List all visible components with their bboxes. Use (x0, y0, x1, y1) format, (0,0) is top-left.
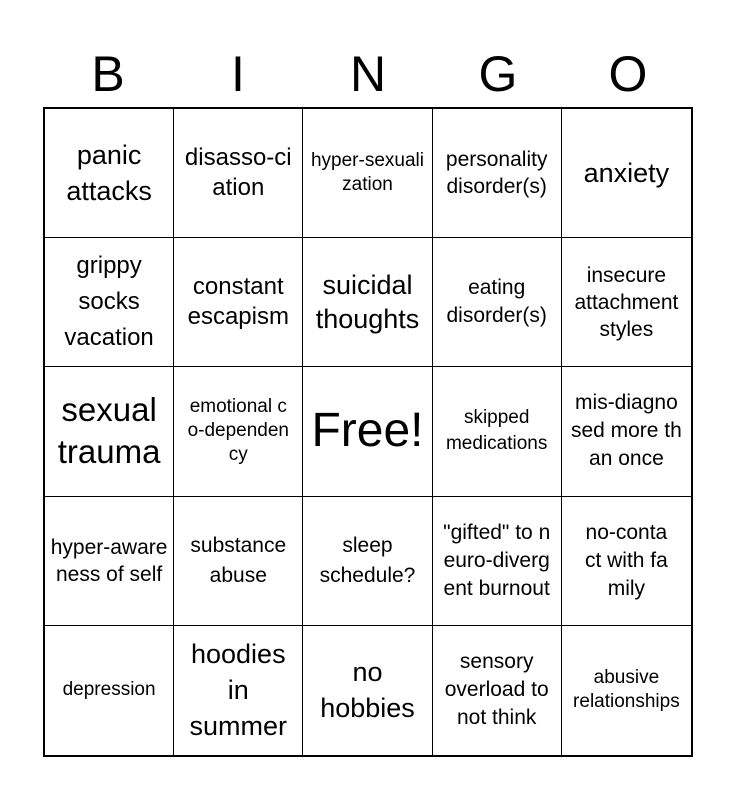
bingo-cell[interactable] (433, 497, 562, 626)
header-letter-b: B (91, 46, 125, 102)
bingo-board (43, 107, 693, 757)
bingo-cell[interactable] (433, 109, 562, 238)
cell-label: substance abuse (190, 533, 287, 587)
cell-label: sensory overload to not think (444, 650, 549, 730)
cell-label: personality disorder(s) (445, 148, 548, 199)
cell-label: eating disorder(s) (446, 276, 547, 328)
bingo-header (43, 40, 693, 108)
bingo-cell[interactable] (45, 238, 174, 367)
bingo-cell[interactable] (303, 367, 432, 496)
cell-label: anxiety (583, 158, 670, 189)
cell-label: skipped medications (445, 407, 548, 455)
header-letter-g: G (478, 46, 518, 102)
header-letter-n: N (349, 46, 387, 102)
cell-label: constant escapism (187, 273, 289, 331)
free-space: Free! (311, 404, 424, 458)
bingo-cell[interactable] (174, 497, 303, 626)
bingo-cell[interactable] (562, 367, 691, 496)
cell-label: hoodies in summer (189, 639, 288, 742)
cell-label: suicidal thoughts (315, 270, 420, 335)
cell-label: hyper-awareness of self (50, 535, 168, 586)
cell-label: hyper-sexualization (310, 150, 424, 196)
cell-label: "gifted" to neuro-divergent burnout (443, 520, 551, 600)
cell-label: no-contact with family (584, 520, 668, 600)
bingo-cell[interactable] (174, 109, 303, 238)
cell-label: sleep schedule? (319, 533, 416, 587)
bingo-cell[interactable] (45, 367, 174, 496)
bingo-cell[interactable] (303, 497, 432, 626)
cell-label: emotional co-dependency (187, 396, 289, 466)
bingo-cell[interactable] (45, 497, 174, 626)
header-letter-o: O (608, 46, 648, 102)
header-letter-i: I (231, 46, 245, 102)
bingo-cell[interactable] (433, 238, 562, 367)
bingo-cell[interactable] (433, 626, 562, 755)
bingo-cell[interactable] (433, 367, 562, 496)
bingo-cell[interactable] (303, 109, 432, 238)
bingo-cell[interactable] (303, 626, 432, 755)
bingo-cell[interactable] (45, 109, 174, 238)
bingo-cell[interactable] (562, 109, 691, 238)
bingo-cell[interactable] (562, 626, 691, 755)
bingo-cell[interactable] (562, 238, 691, 367)
cell-label: sexual trauma (57, 391, 161, 471)
cell-label: abusive relationships (573, 667, 680, 713)
bingo-cell[interactable] (174, 626, 303, 755)
cell-label: disasso-ciation (184, 144, 292, 202)
cell-label: no hobbies (320, 657, 415, 724)
cell-label: panic attacks (66, 140, 152, 207)
bingo-cell[interactable] (174, 238, 303, 367)
bingo-cell[interactable] (174, 367, 303, 496)
bingo-cell[interactable] (45, 626, 174, 755)
bingo-cell[interactable] (562, 497, 691, 626)
cell-label: depression (62, 679, 156, 701)
bingo-cell[interactable] (303, 238, 432, 367)
cell-label: mis-diagnosed more than once (570, 391, 682, 471)
cell-label: insecure attachment styles (574, 263, 679, 341)
cell-label: grippy socks vacation (64, 252, 154, 352)
